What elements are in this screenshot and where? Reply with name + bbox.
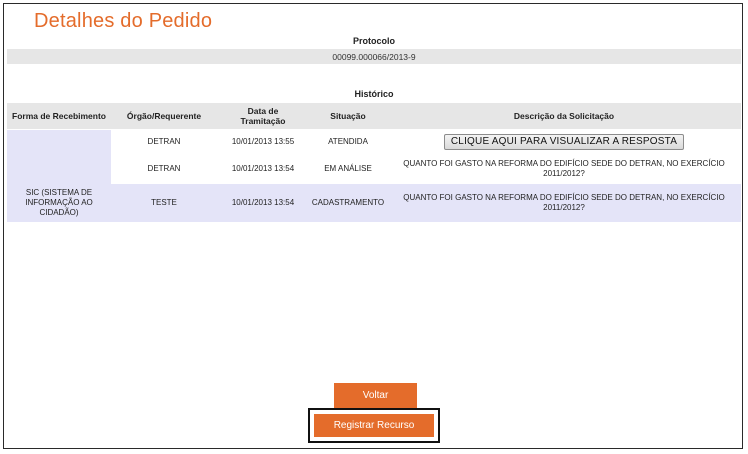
page-title: Detalhes do Pedido	[34, 10, 213, 32]
col-data-tramitacao: Data de Tramitação	[240, 106, 286, 126]
voltar-button[interactable]: Voltar	[334, 383, 417, 408]
table-row	[7, 184, 741, 222]
col-descricao: Descrição da Solicitação	[513, 111, 615, 121]
orgao-cell: DETRAN	[147, 137, 181, 146]
registrar-recurso-highlight	[308, 408, 440, 443]
page-frame	[3, 3, 743, 449]
data-cell: 10/01/2013 13:55	[231, 137, 295, 146]
situacao-cell: CADASTRAMENTO	[309, 184, 387, 222]
situacao-cell: EM ANÁLISE	[324, 164, 372, 173]
data-cell: 10/01/2013 13:54	[231, 164, 295, 173]
registrar-recurso-button[interactable]: Registrar Recurso	[314, 414, 434, 437]
historico-label: Histórico	[354, 89, 394, 99]
table-row	[7, 130, 741, 154]
protocolo-label: Protocolo	[353, 36, 395, 46]
descricao-cell	[387, 130, 741, 154]
descricao-cell: QUANTO FOI GASTO NA REFORMA DO EDIFÍCIO SEDE DO DETRAN, NO EXERCÍCIO 2011/2012?	[387, 184, 741, 222]
descricao-cell: QUANTO FOI GASTO NA REFORMA DO EDIFÍCIO SEDE DO DETRAN, NO EXERCÍCIO 2011/2012?	[403, 159, 725, 178]
orgao-cell: TESTE	[111, 184, 217, 222]
col-orgao-requerente: Órgão/Requerente	[126, 111, 202, 121]
data-cell: 10/01/2013 13:54	[217, 184, 309, 222]
view-response-button[interactable]: CLIQUE AQUI PARA VISUALIZAR A RESPOSTA	[444, 134, 684, 150]
forma-cell: SIC (SISTEMA DE INFORMAÇÃO AO CIDADÃO)	[7, 184, 111, 222]
table-row	[7, 154, 741, 184]
history-table	[7, 130, 741, 222]
col-forma-recebimento: Forma de Recebimento	[12, 111, 106, 121]
forma-cell	[7, 130, 111, 184]
history-table-header	[7, 103, 741, 129]
orgao-cell: DETRAN	[147, 164, 181, 173]
protocolo-value: 00099.000066/2013-9	[7, 49, 741, 64]
situacao-cell: ATENDIDA	[328, 137, 368, 146]
col-situacao: Situação	[330, 111, 366, 121]
